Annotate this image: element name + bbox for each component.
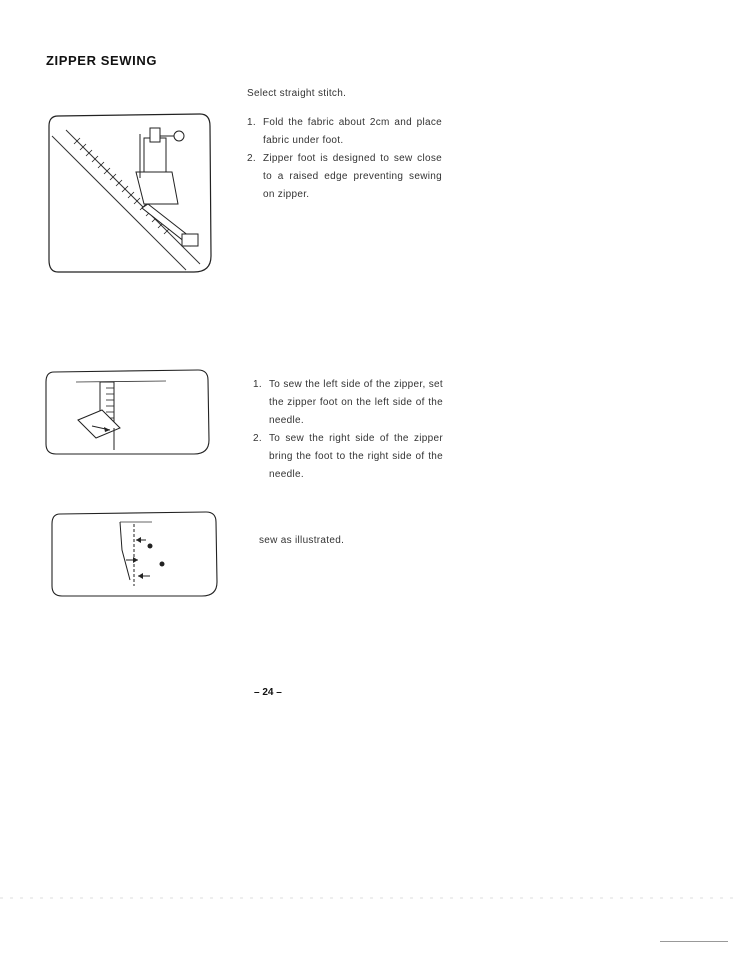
list-item xyxy=(253,376,443,430)
zipper-foot-steps xyxy=(247,114,442,204)
step-number: 1. xyxy=(247,117,256,128)
step-text: To sew the right side of the zipper bring the foot to the right side of the needle. xyxy=(269,433,443,480)
list-item xyxy=(253,430,443,484)
scan-artifact-line xyxy=(0,897,738,899)
sew-note: sew as illustrated. xyxy=(259,535,345,546)
zipper-foot-illustration xyxy=(44,108,214,276)
step-number: 2. xyxy=(253,433,262,444)
list-item xyxy=(247,114,442,150)
scan-artifact-corner xyxy=(660,941,728,942)
step-number: 1. xyxy=(253,379,262,390)
intro-text: Select straight stitch. xyxy=(247,88,347,99)
step-text: To sew the left side of the zipper, set the zipper foot on the left side of the needle. xyxy=(269,379,443,426)
step-number: 2. xyxy=(247,153,256,164)
step-text: Zipper foot is designed to sew close to a raised edge preventing sewing on zipper. xyxy=(263,153,442,200)
list-item xyxy=(247,150,442,204)
needle-side-steps xyxy=(253,376,443,484)
sewing-sequence-illustration xyxy=(50,510,218,598)
foot-position-illustration xyxy=(44,368,210,458)
page-number: – 24 – xyxy=(254,687,282,698)
section-heading: ZIPPER SEWING xyxy=(46,53,158,68)
step-text: Fold the fabric about 2cm and place fabric under foot. xyxy=(263,117,442,146)
